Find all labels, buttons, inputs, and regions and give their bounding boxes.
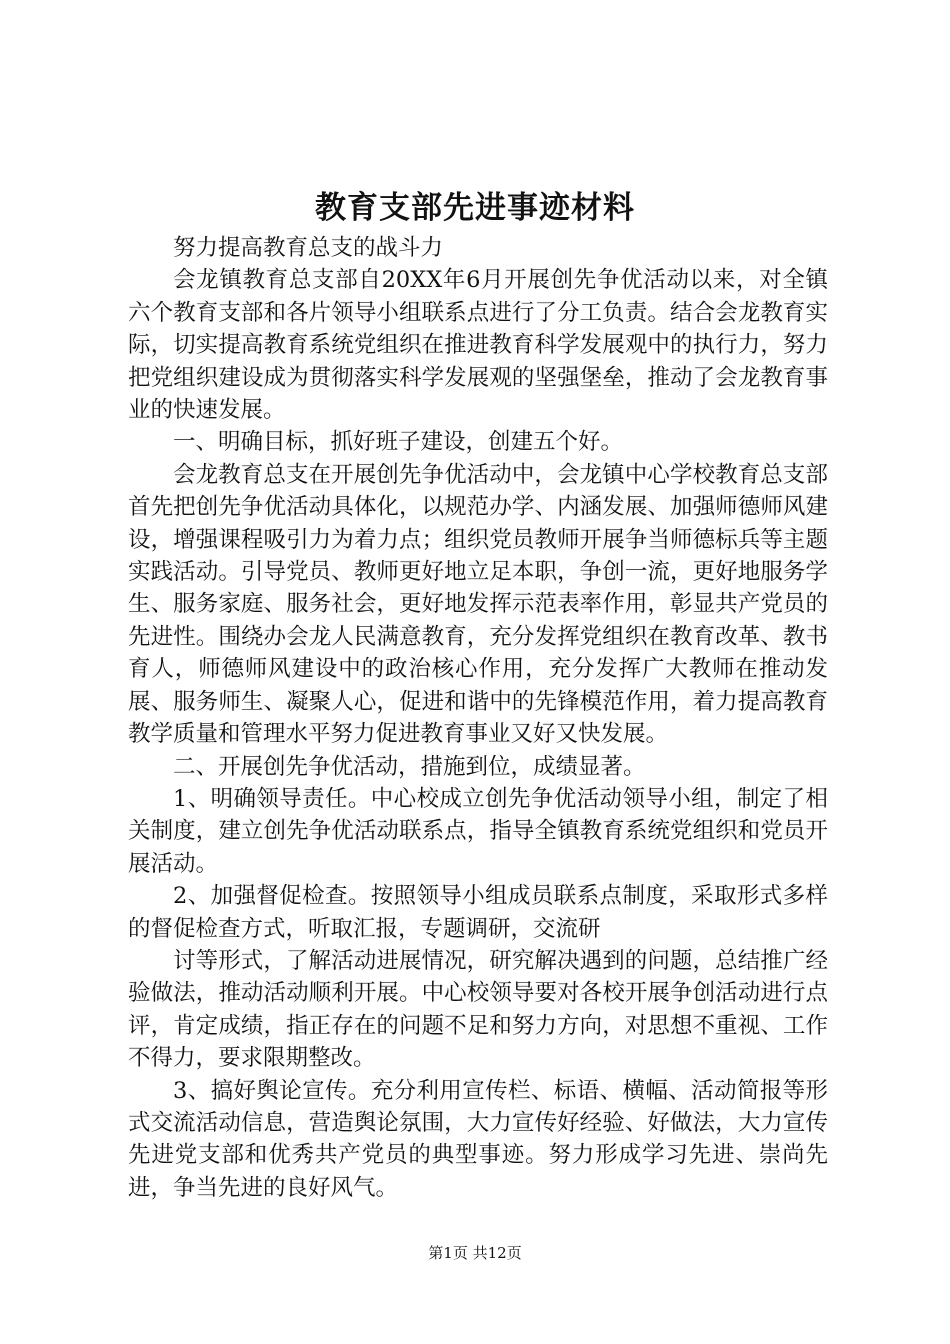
paragraph-subtitle: 努力提高教育总支的战斗力 <box>173 235 444 261</box>
paragraph-item-1: 1、明确领导责任。中心校成立创先争优活动领导小组，制定了相关制度，建立创先争优活动联系点，指导全镇教育系统党组织和党员开展活动。 <box>128 785 828 877</box>
paragraph-heading-1: 一、明确目标，抓好班子建设，创建五个好。 <box>173 429 624 456</box>
paragraph-item-2-continued: 讨等形式，了解活动进展情况，研究解决遇到的问题，总结推广经验做法，推动活动顺利开展。中心校领导要对各校开展争创活动进行点评，肯定成绩，指正存在的问题不足和努力方向，对思想不重视、工作不得力，要求限期整改。 <box>128 947 828 1072</box>
paragraph-section-1: 会龙教育总支在开展创先争优活动中，会龙镇中心学校教育总支部首先把创先争优活动具体化，以规范办学、内涵发展、加强师德师风建设，增强课程吸引力为着力点；组织党员教师开展争当师德标兵等主题实践活动。引导党员、教师更好地立足本职，争创一流，更好地服务学生、服务家庭、服务社会，更好地发挥示范表率作用，彰显共产党员的先进性。围绕办会龙人民满意教育，充分发挥党组织在教育改革、教书育人，师德师风建设中的政治核心作用，充分发挥广大教师在推动发展、服务师生、凝聚人心，促进和谐中的先锋模范作用，着力提高教育教学质量和管理水平努力促进教育事业又好又快发展。 <box>128 461 828 748</box>
document-title: 教育支部先进事迹材料 <box>315 190 635 226</box>
page-footer: 第1页 共12页 <box>428 1244 522 1262</box>
paragraph-item-3: 3、搞好舆论宣传。充分利用宣传栏、标语、横幅、活动简报等形式交流活动信息，营造舆论氛围，大力宣传好经验、好做法，大力宣传先进党支部和优秀共产党员的典型事迹。努力形成学习先进、崇尚先进，争当先进的良好风气。 <box>128 1077 828 1201</box>
paragraph-intro: 会龙镇教育总支部自20XX年6月开展创先争优活动以来，对全镇六个教育支部和各片领导小组联系点进行了分工负责。结合会龙教育实际，切实提高教育系统党组织在推进教育科学发展观中的执行力，努力把党组织建设成为贯彻落实科学发展观的坚强堡垒，推动了会龙教育事业的快速发展。 <box>128 267 828 424</box>
paragraph-item-2: 2、加强督促检查。按照领导小组成员联系点制度，采取形式多样的督促检查方式，听取汇报，专题调研，交流研 <box>128 883 828 942</box>
paragraph-heading-2: 二、开展创先争优活动，措施到位，成绩显著。 <box>173 753 646 780</box>
document-body <box>128 232 828 1204</box>
